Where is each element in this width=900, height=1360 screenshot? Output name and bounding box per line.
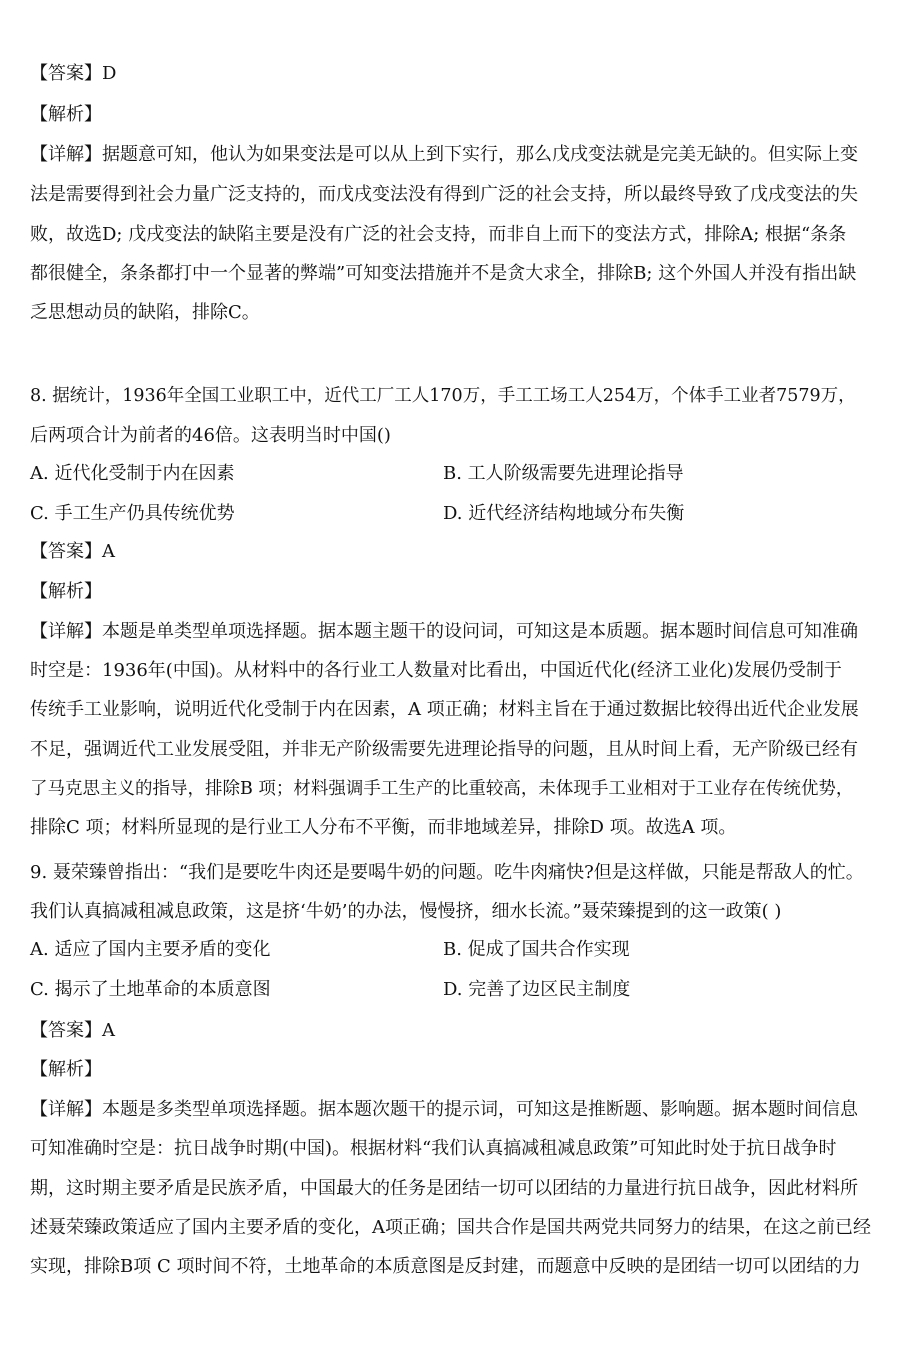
q8-detail-line: 传统手工业影响，说明近代化受制于内在因素，A 项正确；材料主旨在于通过数据比较得出近代企业发展 — [30, 699, 859, 720]
q7-detail-line: 乏思想动员的缺陷，排除C。 — [30, 302, 260, 323]
q8-answer: 【答案】A — [30, 541, 115, 562]
q8-option-c: C. 手工生产仍具传统优势 — [30, 503, 235, 524]
q9-option-b: B. 促成了国共合作实现 — [443, 939, 630, 960]
q9-analysis-label: 【解析】 — [30, 1059, 102, 1080]
q7-detail-line: 【详解】据题意可知，他认为如果变法是可以从上到下实行，那么戊戌变法就是完美无缺的。但实际上变 — [30, 144, 858, 165]
q8-stem-line: 8. 据统计，1936年全国工业职工中，近代工厂工人170万，手工工场工人254万，个体手工业者7579万， — [30, 386, 856, 406]
q7-answer: 【答案】D — [30, 63, 117, 84]
q9-detail-line: 述聂荣臻政策适应了国内主要矛盾的变化，A项正确；国共合作是国共两党共同努力的结果，在这之前已经 — [30, 1217, 871, 1238]
q7-detail-line: 都很健全，条条都打中一个显著的弊端”可知变法措施并不是贪大求全，排除B; 这个外国人并没有指出缺 — [30, 263, 857, 284]
q9-detail-line: 【详解】本题是多类型单项选择题。据本题次题干的提示词，可知这是推断题、影响题。据本题时间信息 — [30, 1099, 858, 1120]
q8-detail-line: 排除C 项；材料所显现的是行业工人分布不平衡，而非地域差异，排除D 项。故选A 项。 — [30, 817, 737, 838]
q8-option-b: B. 工人阶级需要先进理论指导 — [443, 463, 684, 484]
q8-detail-line: 不足，强调近代工业发展受阻，并非无产阶级需要先进理论指导的问题，且从时间上看，无产阶级已经有 — [30, 739, 858, 760]
q8-option-a: A. 近代化受制于内在因素 — [30, 463, 235, 484]
q9-detail-line: 实现，排除B项 C 项时间不符，土地革命的本质意图是反封建，而题意中反映的是团结一切可以团结的力 — [30, 1256, 861, 1277]
q8-detail-line: 【详解】本题是单类型单项选择题。据本题主题干的设问词，可知这是本质题。据本题时间信息可知准确 — [30, 621, 858, 642]
q7-detail-line: 败，故选D; 戊戌变法的缺陷主要是没有广泛的社会支持，而非自上而下的变法方式，排除A; 根据“条条 — [30, 224, 847, 245]
q8-detail-line: 时空是：1936年(中国)。从材料中的各行业工人数量对比看出，中国近代化(经济工业化)发展仍受制于 — [30, 660, 842, 681]
q7-analysis-label: 【解析】 — [30, 104, 102, 125]
q9-option-c: C. 揭示了土地革命的本质意图 — [30, 979, 271, 1000]
q9-detail-line: 可知准确时空是：抗日战争时期(中国)。根据材料“我们认真搞减租减息政策”可知此时处于抗日战争时 — [30, 1138, 837, 1159]
q9-option-d: D. 完善了边区民主制度 — [443, 979, 631, 1000]
q9-stem-line: 我们认真搞减租减息政策，这是挤‘牛奶’的办法，慢慢挤，细水长流。”聂荣臻提到的这一政策( ) — [30, 901, 782, 922]
q9-option-a: A. 适应了国内主要矛盾的变化 — [30, 939, 271, 960]
q8-stem-line: 后两项合计为前者的46倍。这表明当时中国() — [30, 425, 391, 446]
q9-detail-line: 期，这时期主要矛盾是民族矛盾，中国最大的任务是团结一切可以团结的力量进行抗日战争，因此材料所 — [30, 1178, 858, 1199]
q8-detail-line: 了马克思主义的指导，排除B 项；材料强调手工生产的比重较高，未体现手工业相对于工业存在传统优势， — [30, 779, 854, 799]
q9-stem-line: 9. 聂荣臻曾指出：“我们是要吃牛肉还是要喝牛奶的问题。吃牛肉痛快?但是这样做，只能是帮敌人的忙。 — [30, 862, 864, 883]
q9-answer: 【答案】A — [30, 1020, 115, 1041]
q8-option-d: D. 近代经济结构地域分布失衡 — [443, 503, 685, 524]
q8-analysis-label: 【解析】 — [30, 581, 102, 602]
q7-detail-line: 法是需要得到社会力量广泛支持的，而戊戌变法没有得到广泛的社会支持，所以最终导致了戊戌变法的失 — [30, 184, 858, 205]
